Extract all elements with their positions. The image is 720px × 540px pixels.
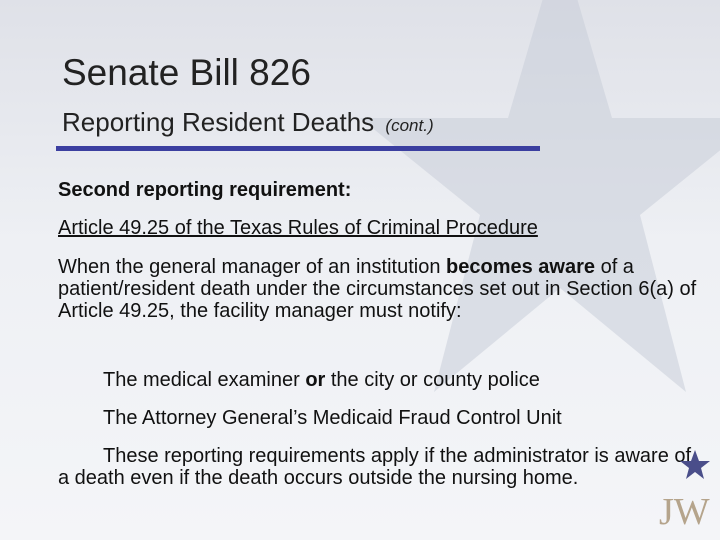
subtitle-suffix: (cont.) xyxy=(385,116,434,135)
paragraph-part-1: When the general manager of an institution xyxy=(58,256,447,278)
paragraph-part-2: of a patient/resident death under the circumstances set out in Section 6(a) of Article 49.25, the facility manager must notify: xyxy=(58,256,697,322)
closing-note-text: These reporting requirements apply if the administrator is aware of a death even if the death occurs outside the nursing home. xyxy=(58,445,692,489)
notify-item-1-before: The medical examiner xyxy=(103,369,306,391)
star-jw-logo-icon xyxy=(655,450,717,536)
notify-item-1-after: the city or county police xyxy=(325,369,540,391)
article-reference: Article 49.25 of the Texas Rules of Criminal Procedure xyxy=(58,217,538,239)
paragraph-emphasis: becomes aware xyxy=(446,256,596,278)
section-heading: Second reporting requirement: xyxy=(58,179,352,201)
notification-paragraph xyxy=(58,256,698,322)
logo-star xyxy=(680,450,710,479)
notify-item-attorney-general: The Attorney General’s Medicaid Fraud Control Unit xyxy=(103,407,562,429)
logo-text: JW xyxy=(659,491,710,533)
notify-item-1-emphasis: or xyxy=(305,369,326,391)
subtitle-text: Reporting Resident Deaths xyxy=(62,107,375,137)
slide-subtitle xyxy=(62,107,434,138)
slide-title: Senate Bill 826 xyxy=(62,52,311,93)
title-divider xyxy=(56,146,540,151)
closing-note xyxy=(58,445,698,489)
notify-item-medical-examiner xyxy=(58,369,720,391)
